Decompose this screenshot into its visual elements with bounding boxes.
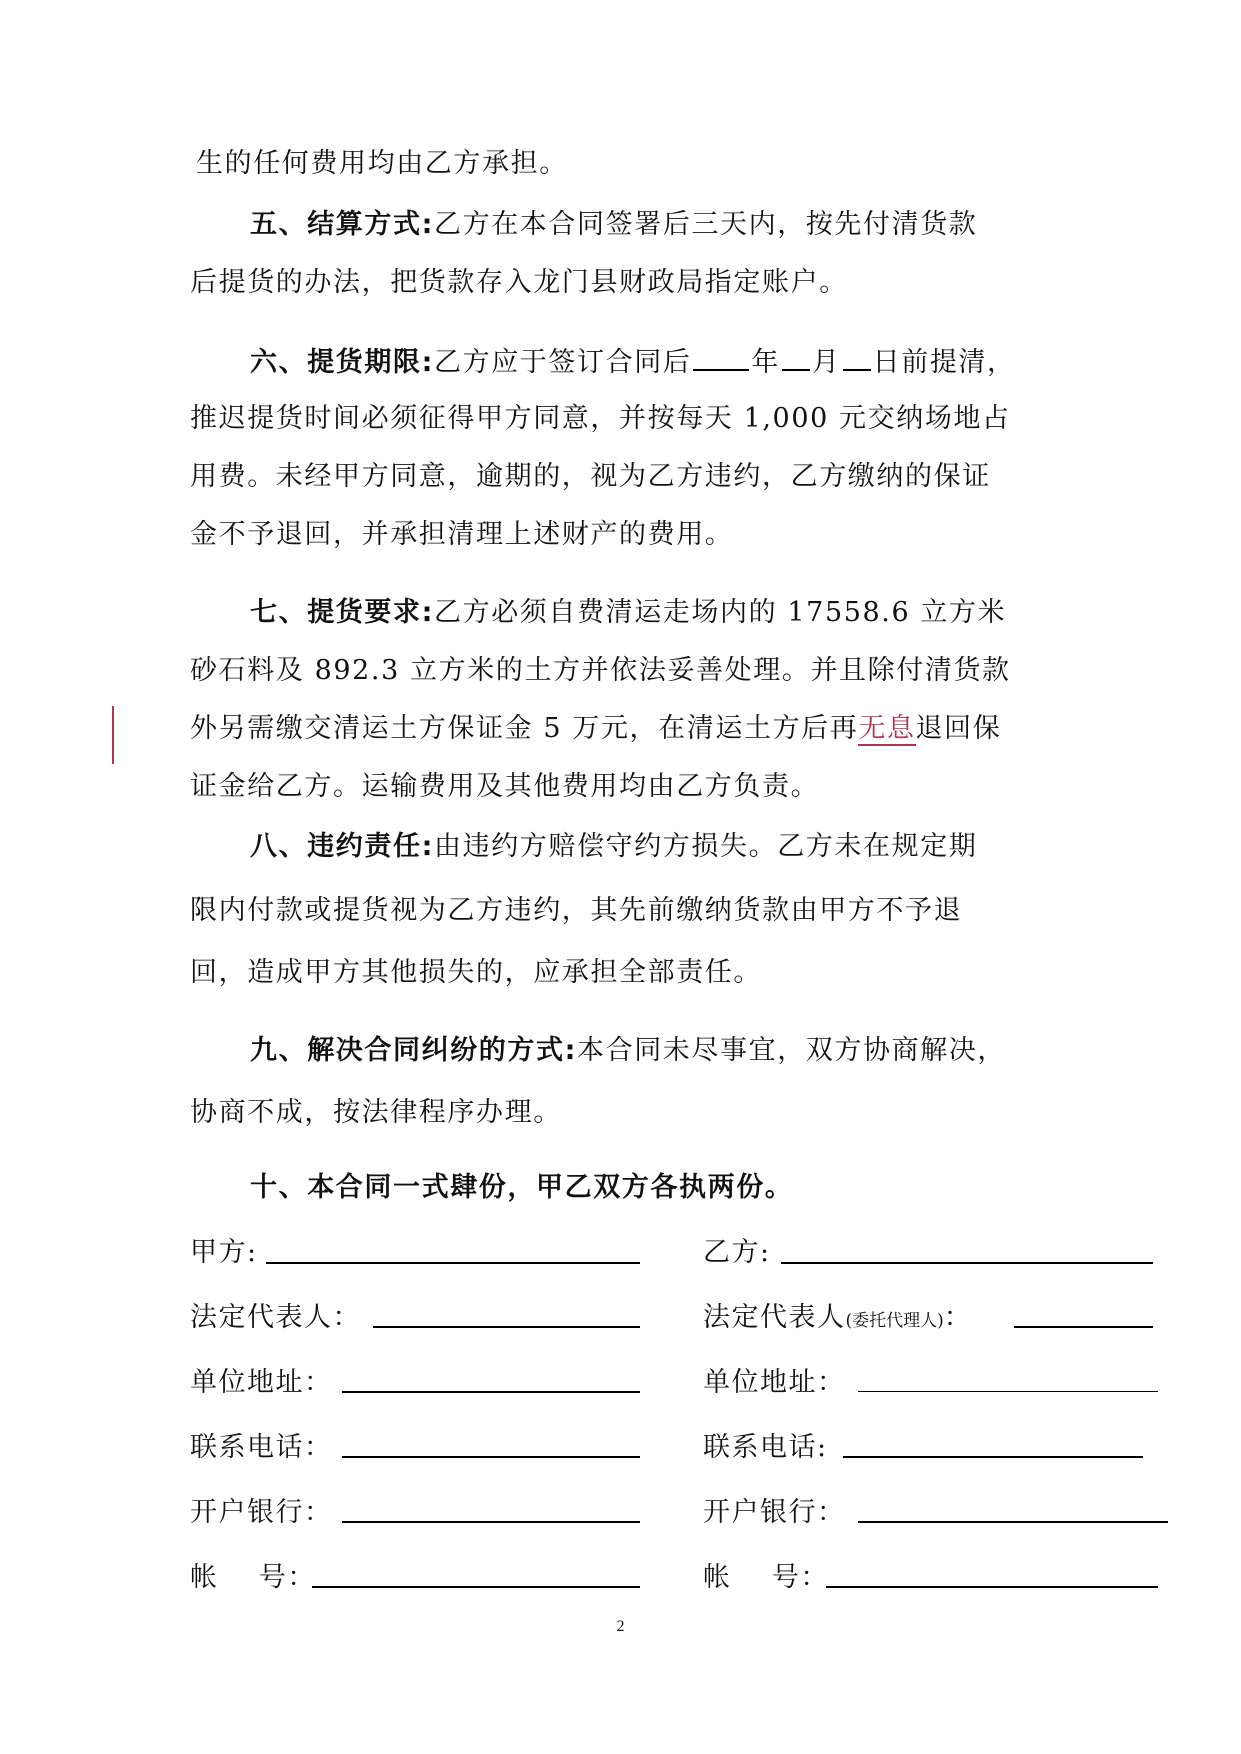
party-a-bank-field[interactable] bbox=[342, 1521, 640, 1523]
clause-8-line-2 bbox=[190, 893, 962, 929]
party-b-label: 乙方: bbox=[703, 1237, 771, 1268]
clause-text: 后提货的办法，把货款存入龙门县财政局指定账户。 bbox=[190, 267, 848, 298]
clause-6-line-4 bbox=[190, 517, 733, 553]
clause-10 bbox=[250, 1170, 793, 1206]
clause-9-line-2 bbox=[190, 1095, 562, 1131]
party-a-field[interactable] bbox=[266, 1262, 640, 1264]
party-b-phone-label: 联系电话: bbox=[703, 1432, 828, 1463]
month-label: 月 bbox=[812, 347, 841, 378]
clause-5-line-2 bbox=[190, 265, 848, 301]
clause-text: 推迟提货时间必须征得甲方同意，并按每天 1,000 元交纳场地占 bbox=[190, 403, 1011, 434]
party-b-bank-field[interactable] bbox=[858, 1521, 1168, 1523]
clause-heading: 十、本合同一式肆份，甲乙双方各执两份。 bbox=[250, 1172, 794, 1203]
party-b-field[interactable] bbox=[781, 1262, 1153, 1264]
clause-text: 回，造成甲方其他损失的，应承担全部责任。 bbox=[190, 957, 762, 988]
party-a-legal-rep-label: 法定代表人： bbox=[190, 1302, 361, 1333]
clause-text: 砂石料及 892.3 立方米的土方并依法妥善处理。并且除付清货款 bbox=[190, 655, 1011, 686]
party-a-account-field[interactable] bbox=[312, 1586, 640, 1588]
clause-text: 日前提清， bbox=[872, 347, 1016, 378]
clause-text: 乙方应于签订合同后 bbox=[434, 347, 692, 378]
party-a-label: 甲方: bbox=[190, 1237, 258, 1268]
agent-note: (委托代理人) bbox=[845, 1311, 944, 1331]
clause-6-line-2 bbox=[190, 401, 1011, 437]
party-b-bank-label: 开户银行： bbox=[703, 1497, 846, 1528]
paragraph-text: 生的任何费用均由乙方承担。 bbox=[196, 148, 568, 179]
party-a-bank-label: 开户银行： bbox=[190, 1497, 333, 1528]
clause-text: 协商不成，按法律程序办理。 bbox=[190, 1097, 562, 1128]
clause-text: 外另需缴交清运土方保证金 5 万元，在清运土方后再 bbox=[190, 713, 859, 744]
clause-9 bbox=[250, 1033, 1006, 1069]
year-blank[interactable] bbox=[693, 343, 749, 371]
party-a-legal-rep-field[interactable] bbox=[373, 1326, 640, 1328]
clause-heading: 九、解决合同纠纷的方式: bbox=[250, 1035, 577, 1066]
clause-8-line-3 bbox=[190, 955, 762, 991]
clause-5 bbox=[250, 207, 977, 243]
clause-6 bbox=[250, 343, 1016, 381]
label-text: 法定代表人 bbox=[703, 1302, 846, 1333]
clause-text: 乙方在本合同签署后三天内，按先付清货款 bbox=[434, 209, 978, 240]
clause-text: 由违约方赔偿守约方损失。乙方未在规定期 bbox=[434, 831, 978, 862]
paragraph-continuation bbox=[196, 146, 568, 182]
page-number: 2 bbox=[616, 1618, 625, 1635]
label-colon: ： bbox=[943, 1302, 973, 1333]
tracked-insertion[interactable]: 无息 bbox=[858, 713, 916, 744]
clause-8 bbox=[250, 829, 977, 865]
clause-text: 金不予退回，并承担清理上述财产的费用。 bbox=[190, 519, 734, 550]
clause-heading: 五、结算方式: bbox=[250, 209, 434, 240]
party-a-address-label: 单位地址： bbox=[190, 1367, 333, 1398]
party-b-legal-rep-field[interactable] bbox=[1014, 1326, 1153, 1328]
party-a-address-field[interactable] bbox=[342, 1391, 640, 1393]
party-b-account-field[interactable] bbox=[826, 1586, 1158, 1588]
party-a-phone-field[interactable] bbox=[342, 1456, 640, 1458]
clause-text: 证金给乙方。运输费用及其他费用均由乙方负责。 bbox=[190, 771, 820, 802]
clause-heading: 七、提货要求: bbox=[250, 597, 434, 628]
clause-7-line-4 bbox=[190, 769, 819, 805]
party-b-phone-field[interactable] bbox=[843, 1456, 1143, 1458]
clause-7 bbox=[250, 595, 1006, 631]
month-blank[interactable] bbox=[782, 343, 810, 371]
party-b-address-label: 单位地址： bbox=[703, 1367, 846, 1398]
party-b-legal-rep-label bbox=[703, 1300, 972, 1339]
party-b-account-label: 帐 号： bbox=[703, 1562, 829, 1593]
clause-6-line-3 bbox=[190, 459, 991, 495]
revision-change-bar bbox=[112, 706, 114, 764]
clause-heading: 六、提货期限: bbox=[250, 347, 434, 378]
clause-text: 用费。未经甲方同意，逾期的，视为乙方违约，乙方缴纳的保证 bbox=[190, 461, 991, 492]
clause-text: 本合同未尽事宜，双方协商解决， bbox=[577, 1035, 1006, 1066]
clause-heading: 八、违约责任: bbox=[250, 831, 434, 862]
clause-text: 限内付款或提货视为乙方违约，其先前缴纳货款由甲方不予退 bbox=[190, 895, 963, 926]
day-blank[interactable] bbox=[843, 343, 871, 371]
clause-7-line-3 bbox=[190, 711, 1001, 747]
clause-text: 退回保 bbox=[915, 713, 1002, 744]
clause-7-line-2 bbox=[190, 653, 1011, 689]
party-b-address-field[interactable] bbox=[858, 1391, 1158, 1392]
clause-text: 乙方必须自费清运走场内的 17558.6 立方米 bbox=[434, 597, 1007, 628]
party-a-phone-label: 联系电话： bbox=[190, 1432, 333, 1463]
year-label: 年 bbox=[751, 347, 781, 378]
party-a-account-label: 帐 号： bbox=[190, 1562, 316, 1593]
